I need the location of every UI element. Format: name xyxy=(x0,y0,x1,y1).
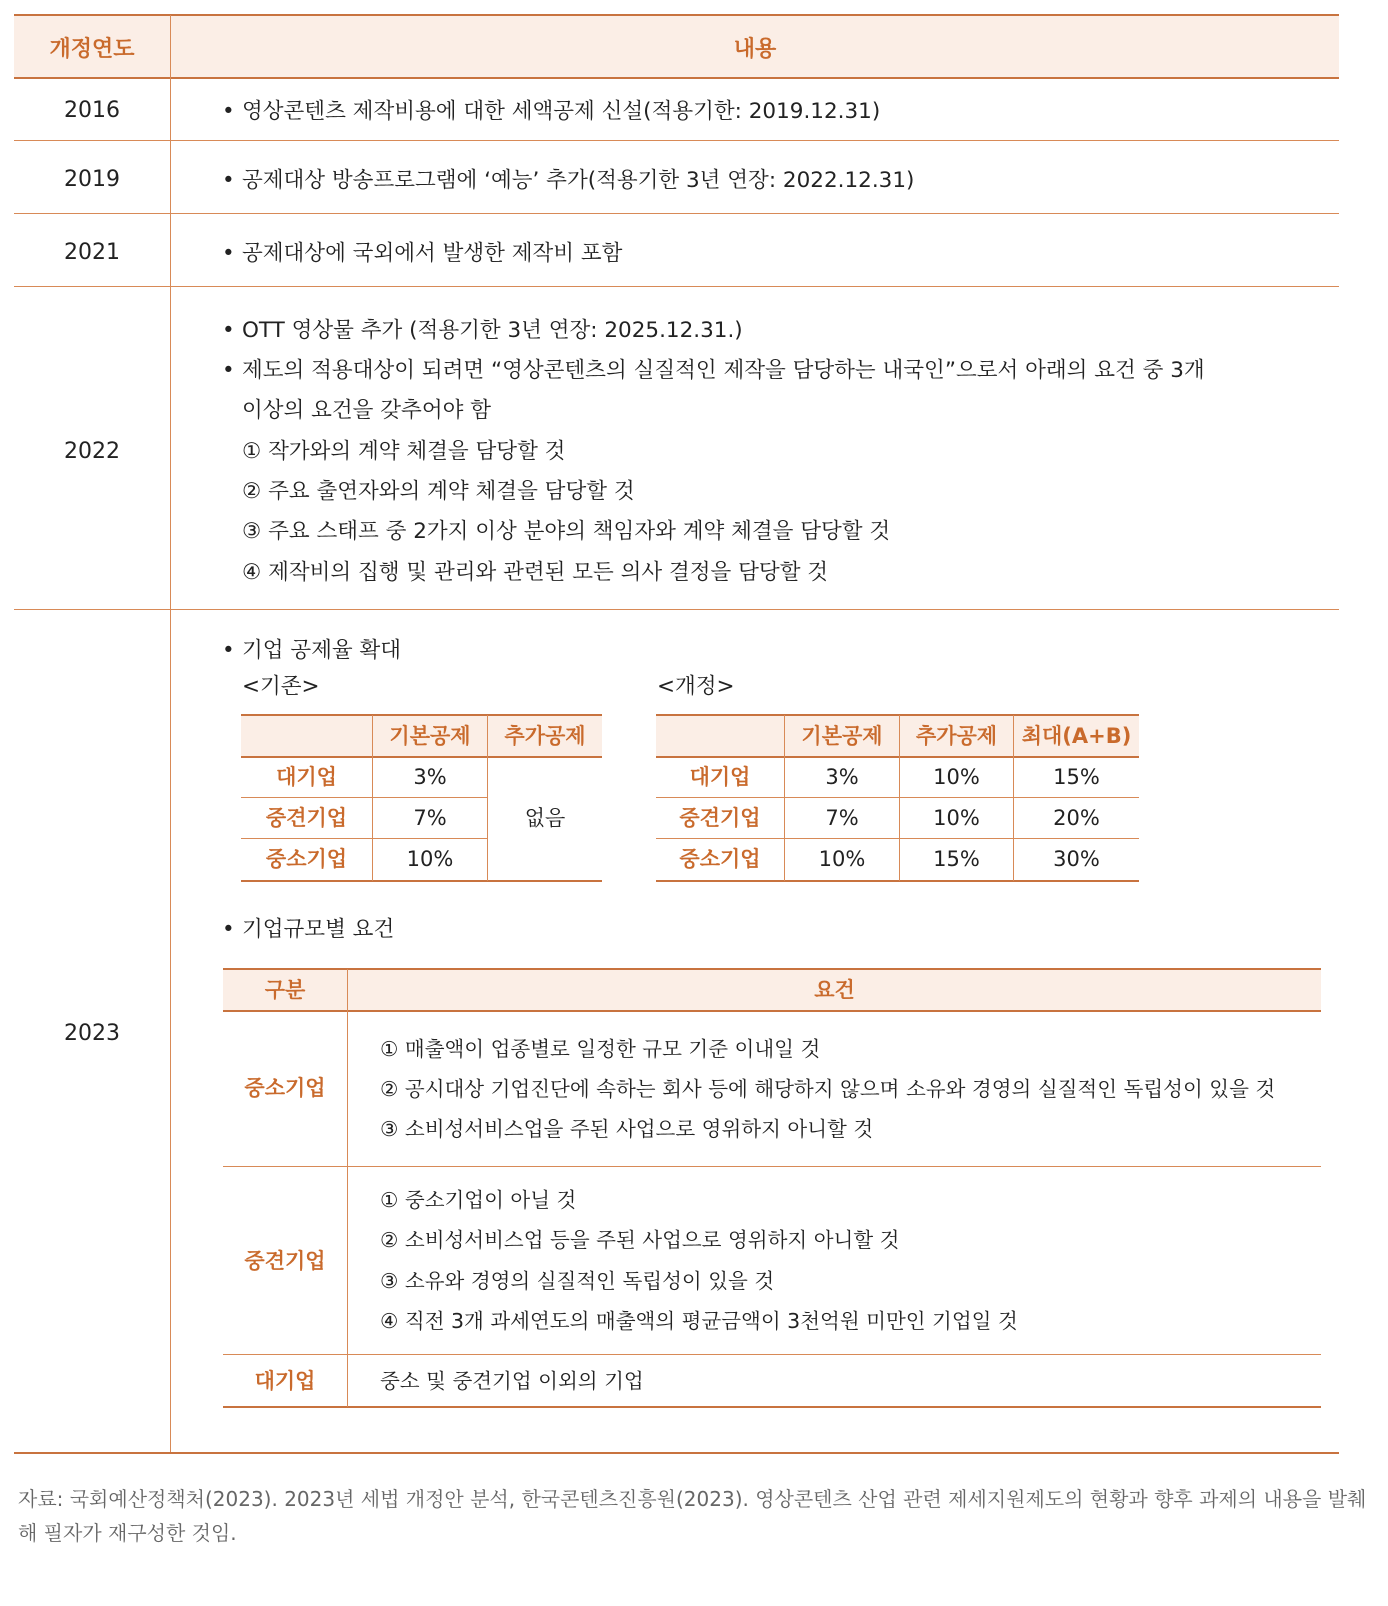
item-2022-target-cont: 이상의 요건을 갖추어야 함 xyxy=(242,398,491,423)
req-type-midsize: 중견기업 xyxy=(244,1249,326,1273)
req-table-row-line xyxy=(223,1166,1321,1167)
old-table-bottom xyxy=(241,880,602,882)
req-table-header-bottom xyxy=(223,1010,1321,1012)
req-type-sme: 중소기업 xyxy=(244,1076,326,1100)
new-row-label: 중견기업 xyxy=(679,806,761,830)
req-midsize-item: ① 중소기업이 아닐 것 xyxy=(380,1188,577,1212)
new-header-max: 최대(A+B) xyxy=(1021,724,1132,748)
new-table-label: <개정> xyxy=(657,674,735,699)
row-divider xyxy=(14,213,1339,214)
old-row-basic: 10% xyxy=(406,847,454,871)
new-row-basic: 3% xyxy=(825,765,859,789)
new-header-extra: 추가공제 xyxy=(915,724,998,748)
row-divider xyxy=(14,609,1339,610)
new-row-extra: 10% xyxy=(933,765,980,789)
new-row-label: 대기업 xyxy=(689,765,751,789)
req-midsize-item: ③ 소유와 경영의 실질적인 독립성이 있을 것 xyxy=(380,1269,775,1293)
old-row-label: 중소기업 xyxy=(265,847,348,871)
new-header-basic: 기본공제 xyxy=(801,724,883,748)
year-2023: 2023 xyxy=(64,1021,120,1046)
row-divider xyxy=(14,286,1339,287)
old-row-basic: 3% xyxy=(413,765,447,789)
item-2021: • 공제대상에 국외에서 발생한 제작비 포함 xyxy=(222,240,622,268)
req-sme-item: ③ 소비성서비스업을 주된 사업으로 영위하지 아니할 것 xyxy=(380,1117,874,1141)
condition-2022: ② 주요 출연자와의 계약 체결을 담당할 것 xyxy=(242,479,635,504)
new-table-bottom xyxy=(656,880,1139,882)
new-row-extra: 15% xyxy=(933,847,980,871)
new-row-max: 30% xyxy=(1053,847,1100,871)
new-row-basic: 7% xyxy=(825,806,859,830)
table-bottom-border xyxy=(14,1452,1339,1454)
req-large-item: 중소 및 중견기업 이외의 기업 xyxy=(380,1369,644,1393)
req-midsize-item: ② 소비성서비스업 등을 주된 사업으로 영위하지 아니할 것 xyxy=(380,1228,900,1252)
old-extra-merged: 없음 xyxy=(524,806,566,830)
new-row-basic: 10% xyxy=(818,847,866,871)
item-2023-requirements: • 기업규모별 요건 xyxy=(222,916,394,944)
year-2021: 2021 xyxy=(64,240,120,265)
year-2019: 2019 xyxy=(64,167,120,192)
req-type-large: 대기업 xyxy=(254,1369,316,1393)
source-note: 자료: 국회예산정책처(2023). 2023년 세법 개정안 분석, 한국콘텐츠진흥원(2023). 영상콘텐츠 산업 관련 제세지원제도의 현황과 향후 과제의 내용을 발췌해 필자가 재구성한 것임. xyxy=(18,1487,1367,1545)
item-2022-target: • 제도의 적용대상이 되려면 “영상콘텐츠의 실질적인 제작을 담당하는 내국인”으로서 아래의 요건 중 3개 xyxy=(222,357,1205,385)
req-header-requirement: 요건 xyxy=(814,978,855,1002)
item-2016: • 영상콘텐츠 제작비용에 대한 세액공제 신설(적용기한: 2019.12.31) xyxy=(222,98,880,126)
old-header-extra: 추가공제 xyxy=(504,724,586,748)
item-2023-rate: • 기업 공제율 확대 xyxy=(222,637,401,665)
new-row-extra: 10% xyxy=(933,806,980,830)
old-row-basic: 7% xyxy=(413,806,447,830)
req-table-row-line xyxy=(223,1354,1321,1355)
header-content: 내용 xyxy=(733,37,777,62)
table-top-border xyxy=(14,14,1339,16)
row-divider xyxy=(14,140,1339,141)
req-table-bottom xyxy=(223,1406,1321,1408)
new-row-max: 20% xyxy=(1053,806,1100,830)
old-row-label: 대기업 xyxy=(276,765,337,789)
year-2016: 2016 xyxy=(64,98,120,123)
condition-2022: ① 작가와의 계약 체결을 담당할 것 xyxy=(242,439,566,464)
old-table-label: <기존> xyxy=(242,674,320,699)
new-row-label: 중소기업 xyxy=(679,847,761,871)
header-bottom-border xyxy=(14,77,1339,79)
req-midsize-item: ④ 직전 3개 과세연도의 매출액의 평균금액이 3천억원 미만인 기업일 것 xyxy=(380,1309,1018,1333)
req-sme-item: ② 공시대상 기업진단에 속하는 회사 등에 해당하지 않으며 소유와 경영의 실질적인 독립성이 있을 것 xyxy=(380,1077,1276,1101)
column-divider xyxy=(170,15,171,1452)
req-sme-item: ① 매출액이 업종별로 일정한 규모 기준 이내일 것 xyxy=(380,1037,821,1061)
req-table-col-line xyxy=(347,969,348,1407)
condition-2022: ④ 제작비의 집행 및 관리와 관련된 모든 의사 결정을 담당할 것 xyxy=(242,560,829,585)
year-2022: 2022 xyxy=(64,439,120,464)
condition-2022: ③ 주요 스태프 중 2가지 이상 분야의 책임자와 계약 체결을 담당할 것 xyxy=(242,519,891,544)
old-row-label: 중견기업 xyxy=(265,806,348,830)
new-row-max: 15% xyxy=(1053,765,1100,789)
item-2019: • 공제대상 방송프로그램에 ‘예능’ 추가(적용기한 3년 연장: 2022.12.31) xyxy=(222,167,914,195)
req-header-type: 구분 xyxy=(264,978,306,1002)
old-header-basic: 기본공제 xyxy=(389,724,471,748)
header-year: 개정연도 xyxy=(49,37,135,62)
item-2022-ott: • OTT 영상물 추가 (적용기한 3년 연장: 2025.12.31.) xyxy=(222,317,743,345)
